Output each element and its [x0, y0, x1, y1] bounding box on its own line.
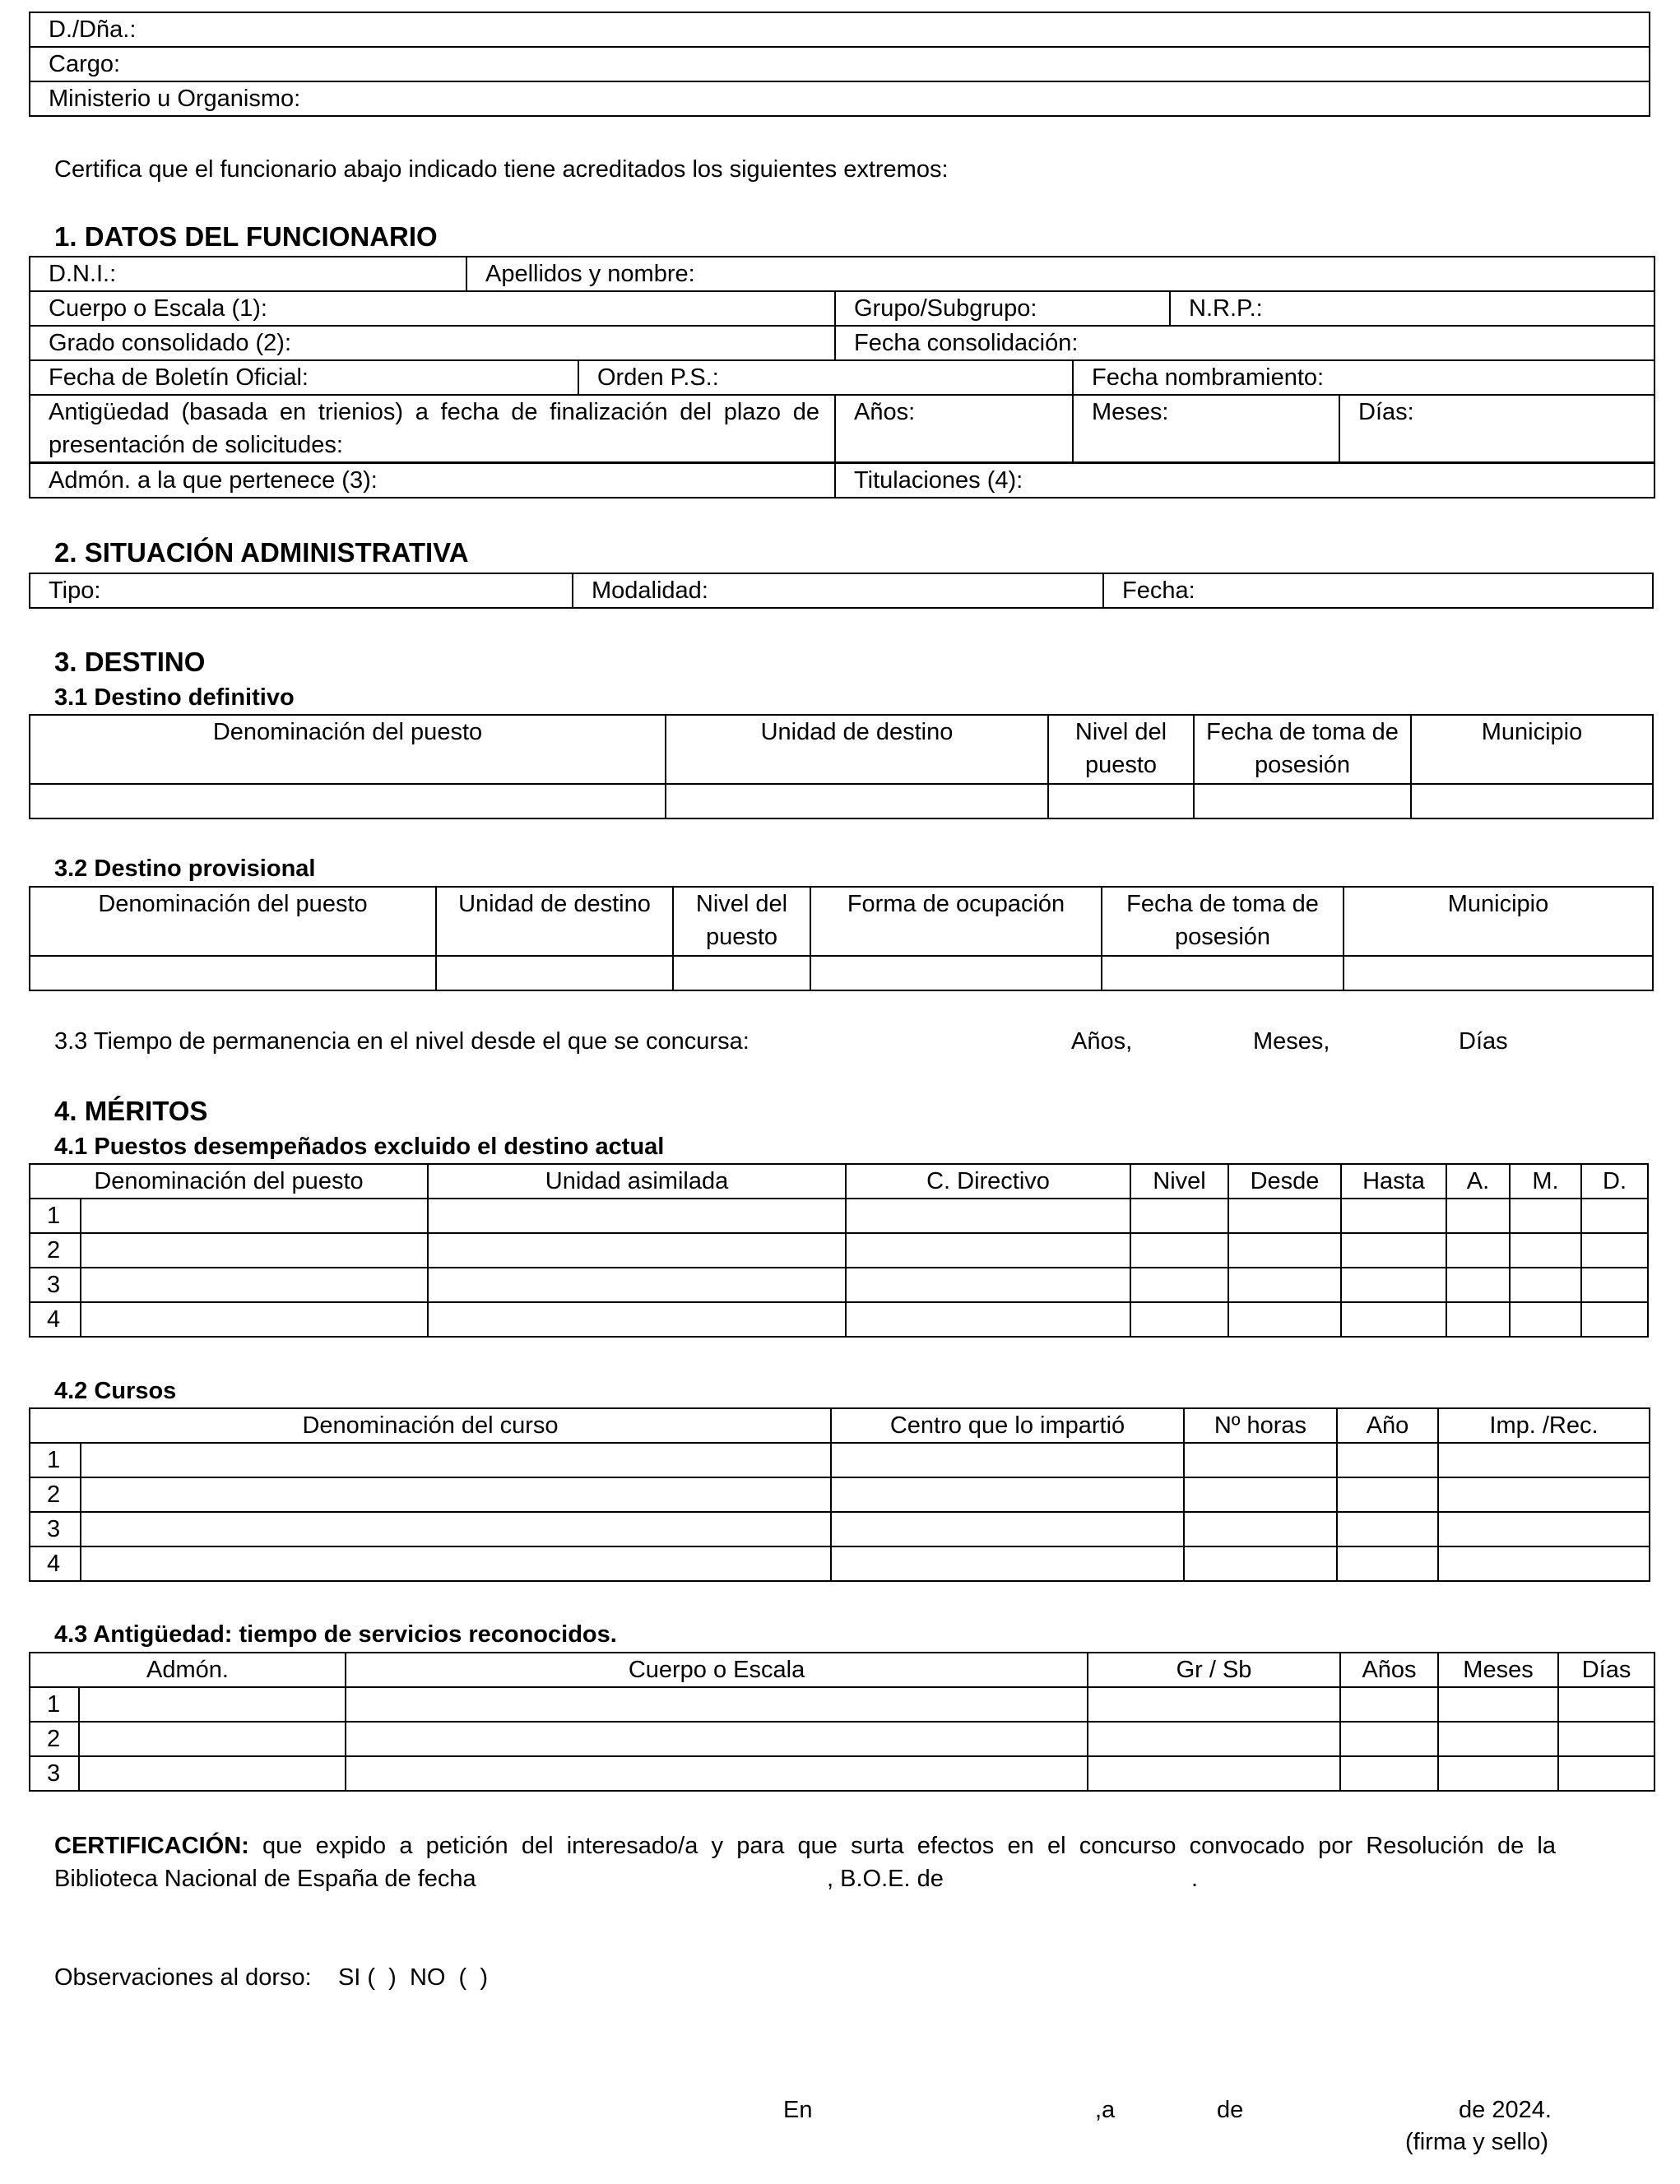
antiguedad-title: 4.3 Antigüedad: tiempo de servicios reconocidos. [54, 1621, 617, 1648]
header-desde: Desde [1228, 1164, 1341, 1199]
titulaciones-label: Titulaciones (4): [835, 463, 1654, 498]
header-municipio: Municipio [1344, 887, 1653, 956]
header-dias: Días [1558, 1653, 1654, 1687]
destino-provisional-title: 3.2 Destino provisional [54, 856, 316, 882]
footer-firma: (firma y sello) [1405, 2129, 1549, 2155]
dias-label: Días: [1339, 395, 1654, 462]
antiguedad-table [29, 1652, 1655, 1792]
table-row: 3 [30, 1756, 1654, 1791]
header-cuerpo: Cuerpo o Escala [346, 1653, 1088, 1687]
table-row: 2 [30, 1477, 1650, 1512]
admon-label: Admón. a la que pertenece (3): [30, 463, 835, 498]
funcionario-table-a [29, 256, 1655, 292]
table-row: 3 [30, 1268, 1648, 1302]
header-nivel: Nivel del puesto [1048, 715, 1194, 784]
funcionario-table-d [29, 359, 1655, 396]
modalidad-label: Modalidad: [573, 573, 1103, 608]
header-fecha-toma: Fecha de toma de posesión [1194, 715, 1411, 784]
table-row [30, 956, 1653, 990]
section2-title: 2. SITUACIÓN ADMINISTRATIVA [54, 537, 469, 568]
intro-text: Certifica que el funcionario abajo indicado tiene acreditados los siguientes extremos: [54, 156, 949, 183]
section3-title: 3. DESTINO [54, 647, 206, 677]
header-ano: Año [1337, 1408, 1438, 1443]
header-anos: Años [1340, 1653, 1438, 1687]
puestos-table [29, 1163, 1649, 1338]
funcionario-table-e [29, 394, 1655, 463]
header-d: D. [1581, 1164, 1648, 1199]
header-municipio: Municipio [1411, 715, 1653, 784]
fecha-nombramiento-label: Fecha nombramiento: [1073, 360, 1654, 395]
table-row: 2 [30, 1722, 1654, 1756]
table-row: 4 [30, 1302, 1648, 1337]
anos-label: Años: [835, 395, 1073, 462]
header-gr-sb: Gr / Sb [1088, 1653, 1340, 1687]
funcionario-table-f [29, 462, 1655, 498]
name-label: D./Dña.: [30, 12, 1650, 47]
header-c-directivo: C. Directivo [846, 1164, 1130, 1199]
fecha-boletin-label: Fecha de Boletín Oficial: [30, 360, 578, 395]
dni-label: D.N.I.: [30, 257, 466, 291]
meses-label: Meses: [1073, 395, 1339, 462]
footer-year: de 2024. [1459, 2097, 1552, 2123]
header-a: A. [1446, 1164, 1510, 1199]
cursos-title: 4.2 Cursos [54, 1378, 177, 1404]
header-m: M. [1510, 1164, 1581, 1199]
orden-label: Orden P.S.: [578, 360, 1073, 395]
header-centro: Centro que lo impartió [831, 1408, 1184, 1443]
permanencia-meses: Meses, [1253, 1028, 1330, 1055]
header-hasta: Hasta [1341, 1164, 1446, 1199]
header-forma-ocupacion: Forma de ocupación [810, 887, 1102, 956]
table-row: 4 [30, 1546, 1650, 1581]
situacion-table [29, 573, 1654, 609]
footer-de: de [1217, 2097, 1244, 2123]
table-row: 1 [30, 1199, 1648, 1233]
grado-label: Grado consolidado (2): [30, 326, 835, 360]
certificacion-period: . [1191, 1866, 1199, 1892]
certificacion-boe: , B.O.E. de [827, 1866, 944, 1892]
header-denominacion-curso: Denominación del curso [30, 1408, 831, 1443]
cuerpo-label: Cuerpo o Escala (1): [30, 291, 835, 326]
grupo-label: Grupo/Subgrupo: [835, 291, 1170, 326]
tipo-label: Tipo: [30, 573, 573, 608]
destino-definitivo-table [29, 714, 1654, 819]
fecha-consolidacion-label: Fecha consolidación: [835, 326, 1654, 360]
apellidos-label: Apellidos y nombre: [466, 257, 1654, 291]
funcionario-table-c [29, 325, 1655, 361]
header-denominacion: Denominación del puesto [30, 887, 436, 956]
certificacion-line1 [54, 1829, 1556, 1862]
certificacion-label: CERTIFICACIÓN: [54, 1833, 249, 1859]
header-unidad-asimilada: Unidad asimilada [428, 1164, 846, 1199]
certificacion-text1: que expido a petición del interesado/a y para que surta efectos en el concurso convocado por Resolución de la [262, 1833, 1556, 1859]
header-nivel: Nivel del puesto [673, 887, 810, 956]
table-row: 1 [30, 1687, 1654, 1722]
footer-en: En [783, 2097, 813, 2123]
nrp-label: N.R.P.: [1170, 291, 1654, 326]
footer-a: ,a [1095, 2097, 1116, 2123]
destino-provisional-table [29, 886, 1654, 991]
header-fecha-toma: Fecha de toma de posesión [1102, 887, 1344, 956]
permanencia-text: 3.3 Tiempo de permanencia en el nivel desde el que se concursa: [54, 1028, 750, 1055]
table-row: 3 [30, 1512, 1650, 1546]
permanencia-anos: Años, [1071, 1028, 1133, 1055]
table-row: 1 [30, 1443, 1650, 1477]
table-row [30, 784, 1653, 818]
permanencia-dias: Días [1459, 1028, 1508, 1055]
funcionario-table-b [29, 290, 1655, 327]
header-denominacion: Denominación del puesto [30, 1164, 428, 1199]
table-row: 2 [30, 1233, 1648, 1268]
header-table [29, 12, 1650, 117]
fecha-label: Fecha: [1103, 573, 1653, 608]
puestos-title: 4.1 Puestos desempeñados excluido el destino actual [54, 1134, 665, 1160]
section1-title: 1. DATOS DEL FUNCIONARIO [54, 221, 438, 252]
header-unidad: Unidad de destino [436, 887, 673, 956]
antiguedad-label: Antigüedad (basada en trienios) a fecha de finalización del plazo de presentación de solicitudes: [30, 395, 835, 462]
header-admon: Admón. [30, 1653, 346, 1687]
header-nivel: Nivel [1130, 1164, 1228, 1199]
header-denominacion: Denominación del puesto [30, 715, 666, 784]
header-unidad: Unidad de destino [666, 715, 1048, 784]
header-imp-rec: Imp. /Rec. [1438, 1408, 1650, 1443]
section4-title: 4. MÉRITOS [54, 1096, 208, 1126]
destino-definitivo-title: 3.1 Destino definitivo [54, 684, 295, 711]
cargo-label: Cargo: [30, 47, 1650, 81]
certificacion-text2: Biblioteca Nacional de España de fecha [54, 1866, 476, 1892]
observaciones-text: Observaciones al dorso: SI ( ) NO ( ) [54, 1964, 488, 1991]
cursos-table [29, 1407, 1650, 1582]
header-horas: Nº horas [1184, 1408, 1337, 1443]
ministerio-label: Ministerio u Organismo: [30, 81, 1650, 116]
header-meses: Meses [1438, 1653, 1558, 1687]
